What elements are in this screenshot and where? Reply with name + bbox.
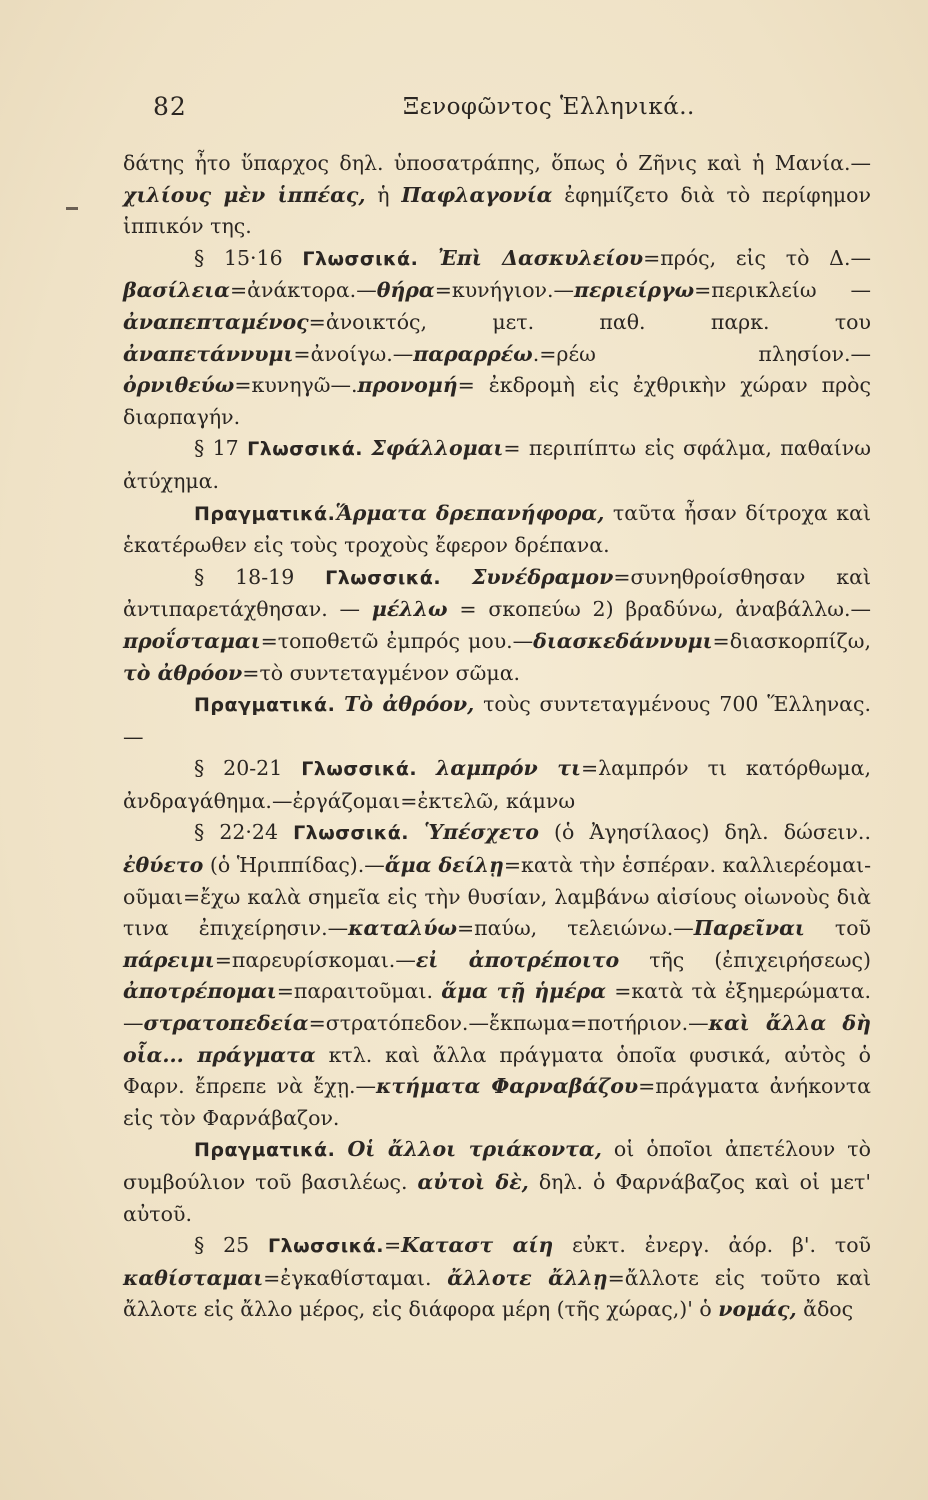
- page-body: [123, 148, 871, 1326]
- text-run: § 20-21: [194, 756, 302, 781]
- text-run: =ἀνοίγω.—: [293, 341, 414, 366]
- text-run: [417, 756, 436, 780]
- term: ἅμα δείλῃ: [384, 853, 504, 878]
- text-run: τῆς (ἐπιχειρήσεως): [619, 947, 871, 972]
- term: κτήματα Φαρναβάζου: [376, 1074, 639, 1099]
- text-run: [441, 565, 472, 589]
- paragraph: [123, 243, 871, 434]
- section-label: Πραγματικά.: [194, 1139, 336, 1162]
- paragraph: [123, 1134, 871, 1230]
- section-label: Πραγματικά.: [194, 502, 336, 525]
- paragraph: [123, 498, 871, 562]
- text-run: =κυνηγῶ—.: [234, 373, 358, 398]
- text-run: = σκοπεύω 2) βραδύνω, ἀναβάλλω.—: [447, 597, 871, 622]
- term: ἐθύετο: [123, 853, 204, 878]
- text-run: § 17: [194, 436, 248, 461]
- text-run: =κυνήγιον.—: [434, 278, 575, 303]
- section-label: Γλωσσικά.: [293, 822, 409, 845]
- text-run: =πρός, εἰς τὸ Δ.—: [643, 245, 871, 270]
- term: αὐτοὶ δὲ,: [417, 1170, 529, 1194]
- text-run: =πράγματα ἀνήκοντα εἰς τὸν Φαρνάβαζον.: [123, 1074, 872, 1130]
- text-run: =ἐγκαθίσταμαι.: [263, 1265, 448, 1290]
- term: ἀναπετάννυμι: [123, 341, 294, 366]
- text-run: § 22·24: [194, 820, 294, 845]
- text-run: (ὁ Ἀγησίλαος) δηλ. δώσειν..: [538, 820, 871, 845]
- section-label: Πραγματικά.: [194, 694, 336, 717]
- section-label: Γλωσσικά.: [302, 247, 419, 270]
- term: καὶ ἄλλα δὴ οἷα... πράγματα: [123, 1011, 871, 1067]
- term: διασκεδάννυμι: [533, 628, 713, 653]
- term: Τὸ ἀθρόον,: [344, 692, 475, 717]
- term: Οἱ ἄλλοι τριάκοντα,: [347, 1137, 602, 1162]
- term: ἀποτρέπομαι: [123, 979, 277, 1004]
- text-run: = ἐκδρομὴ εἰς ἐχθρικὴν χώραν πρὸς διαρπαγήν.: [123, 373, 871, 429]
- term: βασίλεια: [123, 278, 230, 303]
- text-run: =: [383, 1233, 402, 1258]
- term: περιείργω: [574, 278, 695, 303]
- term: Ὑπέσχετο: [424, 820, 539, 845]
- text-run: =διασκορπίζω,: [712, 628, 871, 653]
- text-run: =περικλείω —: [694, 278, 871, 303]
- text-run: εὐκτ. ἐνεργ. ἀόρ. β'. τοῦ: [553, 1233, 872, 1258]
- text-run: =ἀνάκτορα.—: [229, 278, 377, 303]
- text-run: ἄδος: [796, 1297, 854, 1322]
- margin-mark: [66, 207, 78, 210]
- term: εἰ ἀποτρέποιτο: [415, 947, 620, 972]
- text-run: ταῦτα ἦσαν δίτροχα καὶ ἑκατέρωθεν εἰς τοὺς τροχοὺς ἔφερον δρέπανα.: [123, 500, 871, 558]
- section-label: Γλωσσικά.: [268, 1235, 384, 1258]
- text-run: § 18-19: [194, 564, 326, 589]
- term: ἀναπεπταμένος: [123, 309, 309, 334]
- text-run: =τοποθετῶ ἐμπρός μου.—: [260, 628, 534, 653]
- term: στρατοπεδεία: [143, 1011, 309, 1036]
- text-run: =ἄλλοτε εἰς τοῦτο καὶ ἄλλοτε εἰς ἄλλο μέρος, εἰς διάφορα μέρη (τῆς χώρας,)' ὁ: [123, 1265, 871, 1322]
- term: Παφλαγονία: [401, 182, 553, 207]
- paragraph: [123, 433, 871, 497]
- text-run: =συνηθροίσθησαν καὶ ἀντιπαρετάχθησαν. —: [123, 564, 871, 622]
- paragraph: [123, 689, 871, 753]
- text-run: § 25: [194, 1233, 269, 1258]
- paragraph: [123, 148, 871, 243]
- term: παραρρέω: [413, 341, 533, 366]
- section-label: Γλωσσικά.: [247, 438, 364, 461]
- term: Παρεῖναι: [693, 916, 805, 941]
- text-run: τοὺς συντεταγμένους 700 Ἕλληνας.—: [123, 692, 871, 749]
- term: χιλίους μὲν ἱππέας,: [123, 182, 366, 207]
- paragraph: [123, 1230, 871, 1326]
- paragraph: [123, 562, 871, 689]
- text-run: τοῦ: [804, 916, 872, 941]
- text-run: ἐφημίζετο διὰ τὸ περίφημον ἱππικόν της.: [123, 182, 871, 239]
- term: Ἅρματα δρεπανήφορα,: [335, 500, 605, 525]
- section-label: Γλωσσικά.: [325, 566, 442, 589]
- paragraph: [123, 753, 871, 817]
- text-run: =ἀνοικτός, μετ. παθ. παρκ. του: [308, 309, 871, 334]
- term: ὀρνιθεύω: [123, 373, 235, 398]
- text-run: =κατὰ τὰ ἐξημερώματα.—: [123, 979, 872, 1036]
- text-run: [418, 246, 438, 270]
- text-run: =παραιτοῦμαι.: [276, 979, 442, 1004]
- term: Συνέδραμον: [471, 564, 614, 589]
- text-run: =κατὰ τὴν ἑσπέραν. καλλιερέομαι-οῦμαι=ἔχω καλὰ σημεῖα εἰς τὴν θυσίαν, λαμβάνω αἰσίους οἰωνοὺς διὰ τινα ἐπιχείρησιν.—: [123, 853, 872, 941]
- text-run: [335, 1137, 347, 1161]
- text-run: [335, 692, 344, 716]
- text-run: =παρευρίσκομαι.—: [214, 947, 416, 972]
- text-run: =λαμπρόν τι κατόρθωμα, ἀνδραγάθημα.—ἐργάζομαι=ἐκτελῶ, κάμνω: [123, 756, 871, 813]
- text-run: =παύω, τελειώνω.—: [456, 916, 694, 941]
- term: πάρειμι: [123, 947, 215, 972]
- term: ἅμα τῇ ἡμέρα: [441, 979, 606, 1004]
- text-run: [409, 820, 424, 844]
- running-title: Ξενοφῶντος Ἑλληνικά..: [403, 94, 695, 120]
- page-number: 82: [153, 92, 187, 121]
- term: ἄλλοτε ἄλλῃ: [447, 1265, 608, 1290]
- text-run: .=ρέω πλησίον.—: [532, 341, 871, 366]
- page-header: [153, 92, 833, 132]
- term: θήρα: [376, 278, 435, 303]
- text-run: δηλ. ὁ Φαρνάβαζος καὶ οἱ μετ' αὐτοῦ.: [123, 1170, 871, 1226]
- text-run: =στρατόπεδον.—ἔκπωμα=ποτήριον.—: [308, 1011, 709, 1036]
- text-run: δάτης ἦτο ὕπαρχος δηλ. ὑποσατράπης, ὅπως ὁ Ζῆνις καὶ ἡ Μανία.—: [123, 151, 871, 175]
- term: λαμπρόν τι: [436, 756, 581, 781]
- term: καθίσταμαι: [123, 1265, 264, 1290]
- term: Ἐπὶ Δασκυλείου: [438, 245, 644, 270]
- term: νομάς,: [718, 1297, 797, 1322]
- term: Καταστ αίη: [401, 1233, 554, 1258]
- term: καταλύω: [348, 916, 457, 941]
- text-run: = περιπίπτω εἰς σφάλμα, παθαίνω ἀτύχημα.: [123, 436, 871, 493]
- text-run: οἱ ὁποῖοι ἀπετέλουν τὸ συμβούλιον τοῦ βασιλέως.: [123, 1137, 871, 1194]
- text-run: (ὁ Ἡριππίδας).—: [203, 853, 385, 878]
- section-label: Γλωσσικά.: [301, 758, 418, 781]
- paragraph: [123, 817, 871, 1134]
- text-run: =τὸ συντεταγμένον σῶμα.: [242, 660, 521, 685]
- term: τὸ ἀθρόον: [123, 660, 243, 685]
- text-run: § 15·16: [194, 245, 303, 270]
- text-run: κτλ. καὶ ἄλλα πράγματα ὁποῖα φυσικά, αὐτὸς ὁ Φαρν. ἔπρεπε νὰ ἔχῃ.—: [123, 1042, 871, 1099]
- term: Σφάλλομαι: [371, 436, 504, 461]
- term: μέλλω: [371, 597, 448, 622]
- term: προΐσταμαι: [123, 628, 261, 653]
- term: προνομή: [357, 373, 458, 398]
- text-run: ἡ: [365, 182, 402, 207]
